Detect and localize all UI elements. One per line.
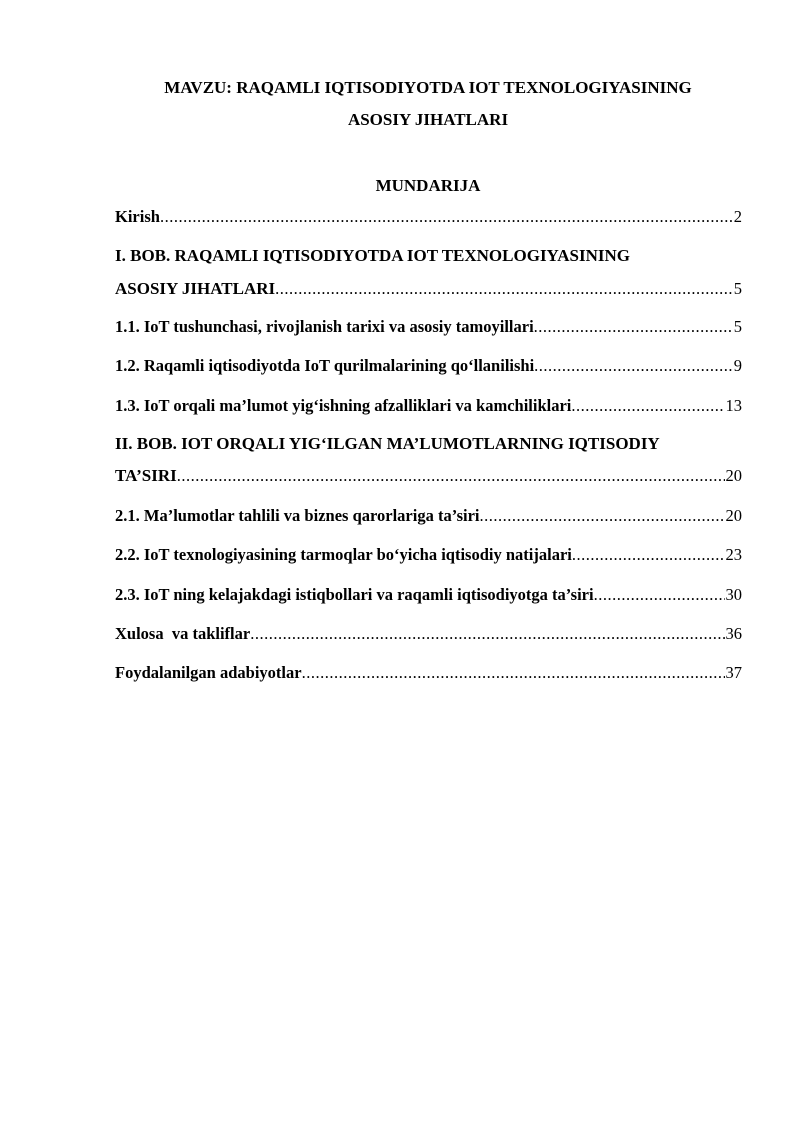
toc-page-number: 13 bbox=[725, 396, 742, 415]
toc-dot-leader bbox=[572, 545, 725, 565]
toc-entry-text: 2.1. Ma’lumotlar tahlili va biznes qarorlariga ta’siri bbox=[115, 506, 480, 525]
toc-entry-text: Foydalanilgan adabiyotlar bbox=[115, 663, 302, 682]
toc-page-number: 5 bbox=[733, 317, 742, 336]
toc-page-number: 23 bbox=[725, 545, 742, 564]
toc-page-number: 37 bbox=[725, 663, 742, 682]
toc-entry-references bbox=[115, 663, 742, 683]
toc-entry-section-2-2 bbox=[115, 545, 742, 565]
toc-page-number: 5 bbox=[733, 279, 742, 298]
toc-entry-text: 2.2. IoT texnologiyasining tarmoqlar bo‘yicha iqtisodiy natijalari bbox=[115, 545, 572, 564]
toc-entry-text: Xulosa va takliflar bbox=[115, 624, 251, 643]
toc-entry-text: 1.2. Raqamli iqtisodiyotda IoT qurilmalarining qo‘llanilishi bbox=[115, 356, 535, 375]
toc-entry-chapter-1-line-1 bbox=[115, 246, 742, 266]
toc-entry-text: 1.1. IoT tushunchasi, rivojlanish tarixi va asosiy tamoyillari bbox=[115, 317, 534, 336]
toc-entry-chapter-2-line-1 bbox=[115, 434, 742, 454]
toc-page-number: 20 bbox=[725, 506, 742, 525]
toc-entry-text: Kirish bbox=[115, 207, 160, 226]
toc-page-number: 30 bbox=[725, 585, 742, 604]
toc-entry-text: TA’SIRI bbox=[115, 466, 177, 485]
toc-dot-leader bbox=[275, 279, 733, 299]
toc-entry-text: I. BOB. RAQAMLI IQTISODIYOTDA IOT TEXNOLOGIYASINING bbox=[115, 246, 631, 265]
toc-dot-leader bbox=[250, 624, 724, 644]
toc-entry-chapter-1-line-2 bbox=[115, 279, 742, 299]
toc-entry-chapter-2-line-2 bbox=[115, 466, 742, 486]
toc-dot-leader bbox=[302, 663, 725, 683]
toc-entry-section-1-1 bbox=[115, 317, 742, 337]
toc-dot-leader bbox=[594, 585, 725, 605]
contents-heading: MUNDARIJA bbox=[375, 176, 481, 195]
toc-dot-leader bbox=[571, 396, 724, 416]
document-title-line-2: ASOSIY JIHATLARI bbox=[347, 110, 509, 129]
toc-entry-conclusion bbox=[115, 624, 742, 644]
toc-entry-section-2-3 bbox=[115, 585, 742, 605]
toc-dot-leader bbox=[534, 356, 733, 376]
toc-dot-leader bbox=[480, 506, 725, 526]
toc-dot-leader bbox=[534, 317, 733, 337]
toc-page-number: 9 bbox=[733, 356, 742, 375]
toc-dot-leader bbox=[177, 466, 725, 486]
toc-entry-text: II. BOB. IOT ORQALI YIG‘ILGAN MA’LUMOTLARNING IQTISODIY bbox=[115, 434, 660, 453]
document-title-line-1: MAVZU: RAQAMLI IQTISODIYOTDA IOT TEXNOLOGIYASINING bbox=[164, 78, 692, 97]
toc-page-number: 20 bbox=[725, 466, 742, 485]
toc-page-number: 36 bbox=[725, 624, 742, 643]
toc-entry-text: ASOSIY JIHATLARI bbox=[115, 279, 276, 298]
toc-entry-text: 2.3. IoT ning kelajakdagi istiqbollari va raqamli iqtisodiyotga ta’siri bbox=[115, 585, 594, 604]
toc-dot-leader bbox=[160, 207, 733, 227]
toc-entry-section-1-3 bbox=[115, 396, 742, 416]
toc-entry-section-1-2 bbox=[115, 356, 742, 376]
toc-entry-section-2-1 bbox=[115, 506, 742, 526]
toc-entry-text: 1.3. IoT orqali ma’lumot yig‘ishning afzalliklari va kamchiliklari bbox=[115, 396, 572, 415]
toc-entry-introduction bbox=[115, 207, 742, 227]
toc-page-number: 2 bbox=[733, 207, 742, 226]
